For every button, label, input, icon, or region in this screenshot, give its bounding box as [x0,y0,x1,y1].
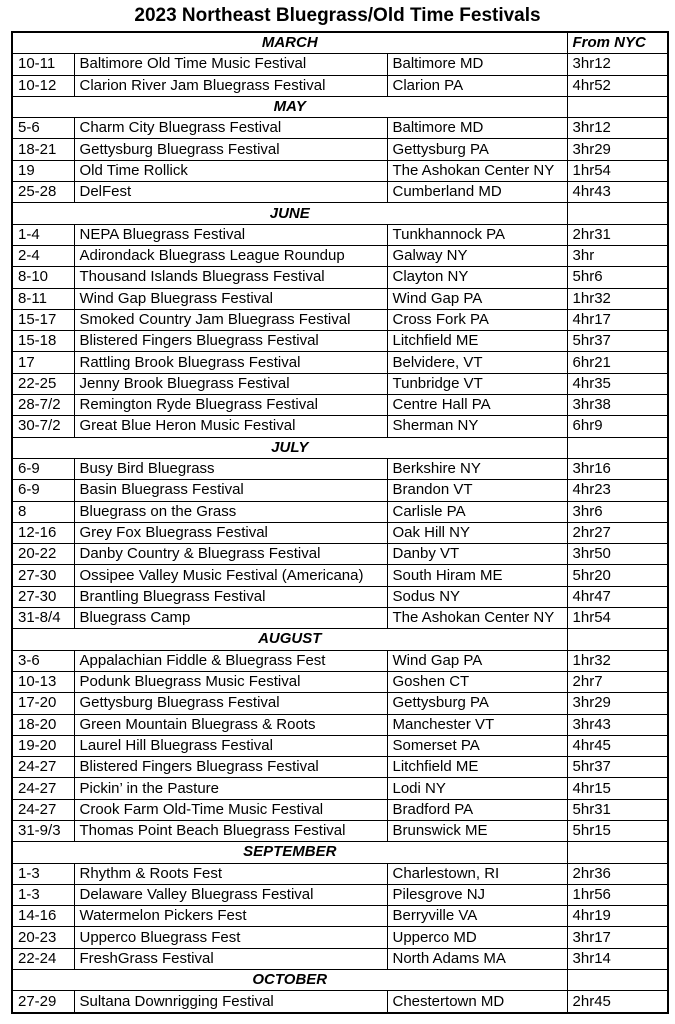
festival-dates: 10-12 [12,75,74,96]
month-header-label: AUGUST [12,629,567,650]
festival-row [12,522,668,543]
festival-name: Appalachian Fiddle & Bluegrass Fest [74,650,387,671]
festival-travel-time: 3hr14 [567,948,668,969]
festival-name: Gettysburg Bluegrass Festival [74,139,387,160]
festival-name: Delaware Valley Bluegrass Festival [74,884,387,905]
festival-row [12,991,668,1013]
festival-location: Berkshire NY [387,458,567,479]
festival-row [12,714,668,735]
festival-location: Brunswick ME [387,820,567,841]
festival-row [12,75,668,96]
festival-travel-time: 4hr35 [567,373,668,394]
festival-dates: 15-18 [12,331,74,352]
festival-dates: 8-11 [12,288,74,309]
month-header-row [12,970,668,991]
festival-dates: 28-7/2 [12,395,74,416]
festival-dates: 1-3 [12,884,74,905]
festival-travel-time: 6hr9 [567,416,668,437]
festival-travel-time: 3hr12 [567,54,668,75]
month-header-label: MARCH [12,32,567,54]
festival-location: Manchester VT [387,714,567,735]
festival-dates: 6-9 [12,458,74,479]
festival-name: Upperco Bluegrass Fest [74,927,387,948]
festival-travel-time: 4hr52 [567,75,668,96]
festival-row [12,395,668,416]
festival-location: Upperco MD [387,927,567,948]
festival-travel-time: 5hr20 [567,565,668,586]
festival-dates: 19 [12,160,74,181]
month-header-row [12,629,668,650]
festival-dates: 24-27 [12,757,74,778]
festival-row [12,671,668,692]
festival-location: Sodus NY [387,586,567,607]
festival-dates: 6-9 [12,480,74,501]
festival-name: Busy Bird Bluegrass [74,458,387,479]
empty-cell [567,437,668,458]
festival-travel-time: 1hr56 [567,884,668,905]
festival-name: Bluegrass on the Grass [74,501,387,522]
festival-row [12,544,668,565]
festival-dates: 8 [12,501,74,522]
festival-travel-time: 5hr6 [567,267,668,288]
festival-name: Charm City Bluegrass Festival [74,118,387,139]
festival-location: Clarion PA [387,75,567,96]
festival-location: Baltimore MD [387,118,567,139]
festival-row [12,799,668,820]
festival-travel-time: 6hr21 [567,352,668,373]
festival-name: Laurel Hill Bluegrass Festival [74,735,387,756]
festival-location: Chestertown MD [387,991,567,1013]
festival-dates: 31-9/3 [12,820,74,841]
festival-dates: 17 [12,352,74,373]
festival-row [12,54,668,75]
festival-name: Smoked Country Jam Bluegrass Festival [74,309,387,330]
month-header-row [12,32,668,54]
month-header-row [12,842,668,863]
festivals-table-body [12,32,668,1013]
festival-travel-time: 2hr7 [567,671,668,692]
festival-travel-time: 5hr37 [567,331,668,352]
festival-location: Tunkhannock PA [387,224,567,245]
festival-dates: 27-30 [12,586,74,607]
festival-location: Galway NY [387,245,567,266]
festival-name: Pickin’ in the Pasture [74,778,387,799]
festival-travel-time: 5hr31 [567,799,668,820]
festival-dates: 31-8/4 [12,608,74,629]
festival-travel-time: 1hr54 [567,608,668,629]
festival-dates: 24-27 [12,799,74,820]
month-header-row [12,437,668,458]
festival-dates: 5-6 [12,118,74,139]
festival-row [12,820,668,841]
festival-location: Goshen CT [387,671,567,692]
festival-row [12,884,668,905]
festival-dates: 25-28 [12,182,74,203]
festival-name: Danby Country & Bluegrass Festival [74,544,387,565]
festival-name: FreshGrass Festival [74,948,387,969]
festival-travel-time: 4hr43 [567,182,668,203]
page-title: 2023 Northeast Bluegrass/Old Time Festivals [134,5,541,26]
festival-dates: 14-16 [12,906,74,927]
festival-name: Adirondack Bluegrass League Roundup [74,245,387,266]
empty-cell [567,629,668,650]
festival-dates: 27-29 [12,991,74,1013]
festivals-table [11,31,669,1014]
festival-travel-time: 1hr32 [567,288,668,309]
festival-location: Belvidere, VT [387,352,567,373]
festival-row [12,948,668,969]
month-header-label: MAY [12,96,567,117]
festival-name: Remington Ryde Bluegrass Festival [74,395,387,416]
empty-cell [567,96,668,117]
festival-row [12,735,668,756]
festival-dates: 10-11 [12,54,74,75]
festival-row [12,757,668,778]
festival-travel-time: 4hr17 [567,309,668,330]
festival-location: Tunbridge VT [387,373,567,394]
festival-travel-time: 3hr29 [567,693,668,714]
festival-name: Old Time Rollick [74,160,387,181]
festival-travel-time: 5hr37 [567,757,668,778]
festival-location: Gettysburg PA [387,139,567,160]
festival-name: Watermelon Pickers Fest [74,906,387,927]
festival-travel-time: 4hr45 [567,735,668,756]
festival-row [12,352,668,373]
festival-name: Rhythm & Roots Fest [74,863,387,884]
festival-row [12,309,668,330]
festival-location: Pilesgrove NJ [387,884,567,905]
festival-row [12,480,668,501]
festival-row [12,331,668,352]
from-nyc-column-header: From NYC [567,32,668,54]
festival-name: NEPA Bluegrass Festival [74,224,387,245]
festival-row [12,778,668,799]
festival-dates: 22-25 [12,373,74,394]
festival-name: Basin Bluegrass Festival [74,480,387,501]
month-header-label: SEPTEMBER [12,842,567,863]
festival-name: Sultana Downrigging Festival [74,991,387,1013]
festival-location: Danby VT [387,544,567,565]
festival-row [12,373,668,394]
festival-name: Wind Gap Bluegrass Festival [74,288,387,309]
festival-dates: 2-4 [12,245,74,266]
festival-name: Blistered Fingers Bluegrass Festival [74,757,387,778]
month-header-row [12,96,668,117]
festival-dates: 10-13 [12,671,74,692]
festival-travel-time: 1hr32 [567,650,668,671]
festival-row [12,118,668,139]
festival-name: Clarion River Jam Bluegrass Festival [74,75,387,96]
month-header-label: OCTOBER [12,970,567,991]
festival-row [12,224,668,245]
festival-travel-time: 3hr43 [567,714,668,735]
empty-cell [567,203,668,224]
festival-name: Jenny Brook Bluegrass Festival [74,373,387,394]
festival-location: The Ashokan Center NY [387,608,567,629]
festival-travel-time: 3hr [567,245,668,266]
festival-name: Bluegrass Camp [74,608,387,629]
month-header-row [12,203,668,224]
festival-dates: 15-17 [12,309,74,330]
festival-name: Podunk Bluegrass Music Festival [74,671,387,692]
festival-travel-time: 3hr38 [567,395,668,416]
festival-row [12,160,668,181]
festival-travel-time: 4hr15 [567,778,668,799]
festival-location: South Hiram ME [387,565,567,586]
festival-row [12,416,668,437]
festival-dates: 20-23 [12,927,74,948]
festival-dates: 18-21 [12,139,74,160]
festival-travel-time: 3hr12 [567,118,668,139]
festival-travel-time: 5hr15 [567,820,668,841]
festival-location: Charlestown, RI [387,863,567,884]
festival-location: Somerset PA [387,735,567,756]
festival-row [12,267,668,288]
festival-location: North Adams MA [387,948,567,969]
festival-travel-time: 2hr27 [567,522,668,543]
festival-dates: 3-6 [12,650,74,671]
festival-location: Sherman NY [387,416,567,437]
festival-dates: 30-7/2 [12,416,74,437]
festival-row [12,927,668,948]
festival-travel-time: 3hr17 [567,927,668,948]
festival-dates: 1-4 [12,224,74,245]
festival-location: Oak Hill NY [387,522,567,543]
festival-row [12,565,668,586]
festival-dates: 18-20 [12,714,74,735]
festival-travel-time: 3hr29 [567,139,668,160]
festival-name: Great Blue Heron Music Festival [74,416,387,437]
festival-name: Crook Farm Old-Time Music Festival [74,799,387,820]
month-header-label: JUNE [12,203,567,224]
festival-location: Berryville VA [387,906,567,927]
festival-location: Litchfield ME [387,757,567,778]
festival-location: Bradford PA [387,799,567,820]
festival-travel-time: 4hr19 [567,906,668,927]
empty-cell [567,842,668,863]
festival-row [12,608,668,629]
festival-name: Thomas Point Beach Bluegrass Festival [74,820,387,841]
festival-row [12,245,668,266]
festival-row [12,139,668,160]
festival-row [12,501,668,522]
festival-name: Thousand Islands Bluegrass Festival [74,267,387,288]
festival-name: Ossipee Valley Music Festival (Americana) [74,565,387,586]
festival-dates: 19-20 [12,735,74,756]
festival-name: Baltimore Old Time Music Festival [74,54,387,75]
festival-row [12,650,668,671]
festival-dates: 1-3 [12,863,74,884]
festival-travel-time: 4hr23 [567,480,668,501]
festival-travel-time: 2hr31 [567,224,668,245]
festival-location: Litchfield ME [387,331,567,352]
festival-travel-time: 2hr36 [567,863,668,884]
festival-location: Baltimore MD [387,54,567,75]
festival-row [12,458,668,479]
festival-name: DelFest [74,182,387,203]
month-header-label: JULY [12,437,567,458]
festival-travel-time: 3hr16 [567,458,668,479]
festival-dates: 24-27 [12,778,74,799]
festival-travel-time: 2hr45 [567,991,668,1013]
festival-dates: 8-10 [12,267,74,288]
festival-location: Carlisle PA [387,501,567,522]
festival-name: Green Mountain Bluegrass & Roots [74,714,387,735]
festival-location: Cumberland MD [387,182,567,203]
festival-location: Clayton NY [387,267,567,288]
festival-row [12,906,668,927]
festival-row [12,863,668,884]
festival-location: Centre Hall PA [387,395,567,416]
festival-dates: 22-24 [12,948,74,969]
festival-location: Wind Gap PA [387,288,567,309]
festival-travel-time: 1hr54 [567,160,668,181]
festival-location: Cross Fork PA [387,309,567,330]
festival-travel-time: 3hr6 [567,501,668,522]
festival-dates: 20-22 [12,544,74,565]
festival-name: Gettysburg Bluegrass Festival [74,693,387,714]
festival-location: Gettysburg PA [387,693,567,714]
festival-travel-time: 4hr47 [567,586,668,607]
festival-location: Wind Gap PA [387,650,567,671]
empty-cell [567,970,668,991]
festival-row [12,586,668,607]
festival-row [12,693,668,714]
festival-dates: 17-20 [12,693,74,714]
festival-dates: 12-16 [12,522,74,543]
festival-location: Brandon VT [387,480,567,501]
festival-travel-time: 3hr50 [567,544,668,565]
festival-name: Brantling Bluegrass Festival [74,586,387,607]
festival-dates: 27-30 [12,565,74,586]
festival-row [12,182,668,203]
festival-row [12,288,668,309]
festival-location: The Ashokan Center NY [387,160,567,181]
festival-name: Blistered Fingers Bluegrass Festival [74,331,387,352]
festival-name: Rattling Brook Bluegrass Festival [74,352,387,373]
festival-location: Lodi NY [387,778,567,799]
festival-name: Grey Fox Bluegrass Festival [74,522,387,543]
